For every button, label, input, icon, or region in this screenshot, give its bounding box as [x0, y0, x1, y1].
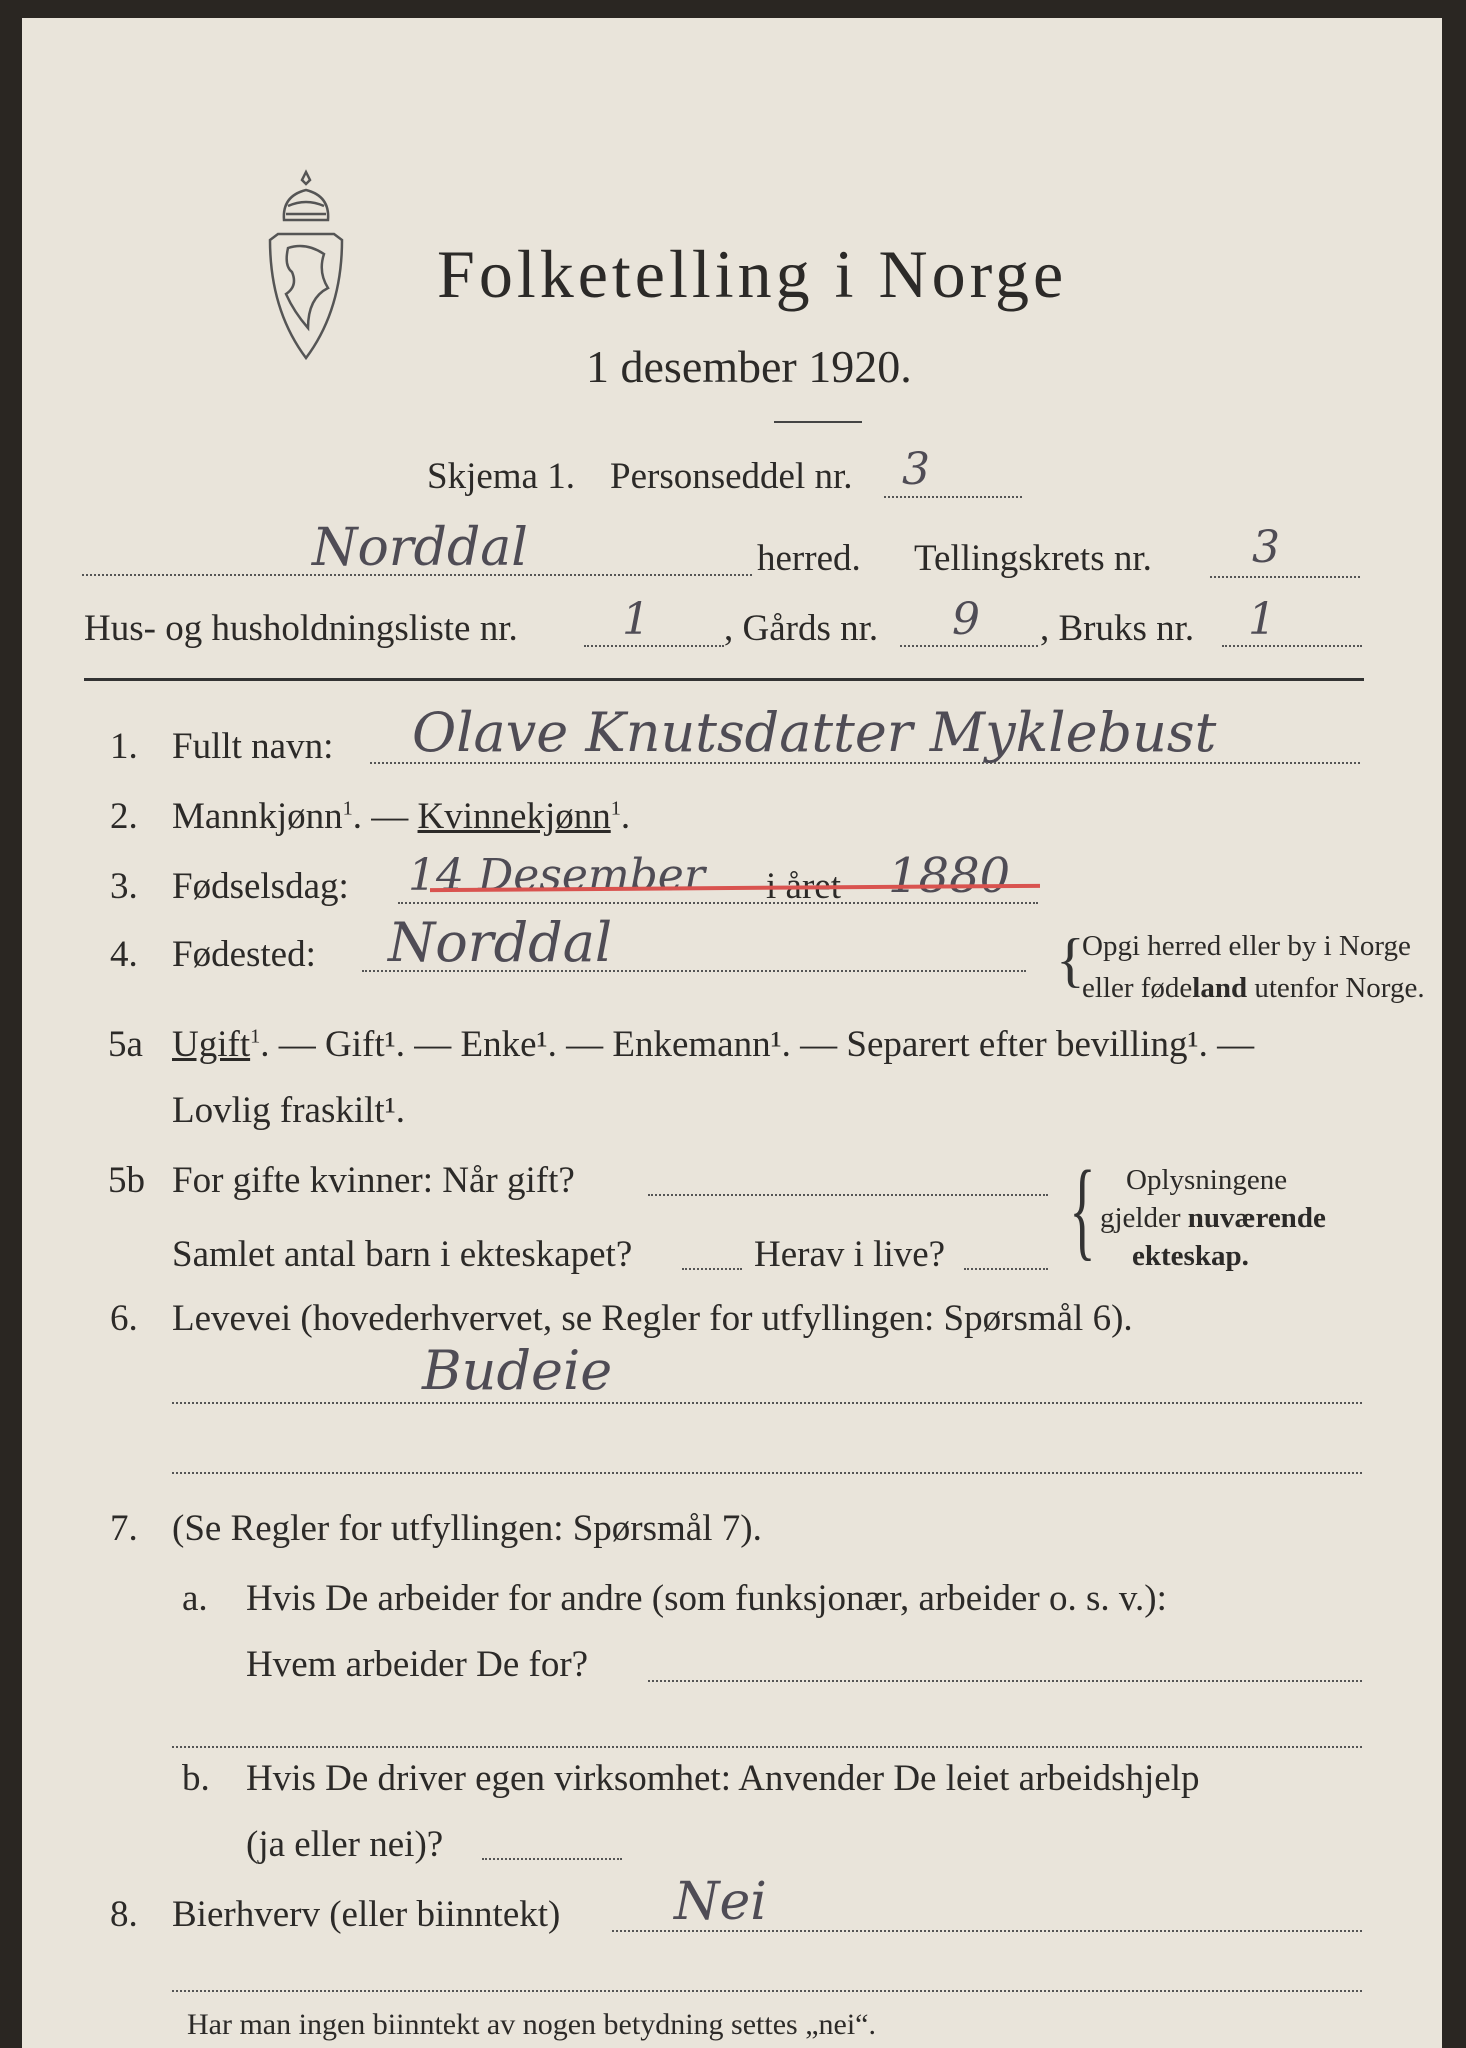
q5b-line2a: Samlet antal barn i ekteskapet? — [172, 1234, 633, 1275]
footer-note: Har man ingen biinntekt av nogen betydning settes „nei“. — [187, 2008, 876, 2041]
q5b-line1: For gifte kvinner: Når gift? — [172, 1160, 575, 1201]
q6-number: 6. — [110, 1298, 138, 1339]
q5b-number: 5b — [108, 1160, 145, 1201]
herred-value[interactable]: Norddal — [312, 518, 528, 578]
q8-side-income[interactable]: Nei — [674, 1872, 767, 1932]
skjema-label: Skjema 1. — [427, 456, 575, 497]
tellingskrets-value[interactable]: 3 — [1252, 522, 1280, 573]
q2-female-option[interactable]: Kvinnekjønn — [417, 796, 611, 837]
q5b-note3: ekteskap. — [1132, 1240, 1249, 1272]
q1-label: Fullt navn: — [172, 726, 334, 767]
q7a-letter: a. — [182, 1578, 208, 1619]
q7a-line2: Hvem arbeider De for? — [246, 1644, 589, 1685]
header-rule — [84, 678, 1364, 681]
q3-birth-year[interactable]: 1880 — [888, 848, 1011, 904]
q6-label: Levevei (hovederhvervet, se Regler for utfyllingen: Spørsmål 6). — [172, 1298, 1133, 1339]
q4-note-line1: Opgi herred eller by i Norge — [1082, 930, 1411, 962]
q4-birthplace[interactable]: Norddal — [388, 911, 613, 974]
q7a-dots2 — [172, 1746, 1362, 1748]
q5b-children-dots — [682, 1268, 742, 1270]
census-date: 1 desember 1920. — [586, 341, 912, 392]
bruks-value[interactable]: 1 — [1248, 594, 1276, 645]
form-title: Folketelling i Norge — [437, 236, 1068, 312]
q5a-line2[interactable]: Lovlig fraskilt¹. — [172, 1090, 406, 1131]
q7a-dots — [648, 1680, 1362, 1682]
personseddel-value[interactable]: 3 — [902, 444, 930, 495]
q7b-dots — [482, 1858, 622, 1860]
census-form-sheet — [22, 18, 1442, 2048]
q3-year-label: i året — [766, 866, 841, 907]
title-divider — [774, 421, 862, 423]
hus-label: Hus- og husholdningsliste nr. — [84, 608, 518, 649]
q5a-number: 5a — [108, 1024, 143, 1065]
q5b-note2: gjelder nuværende — [1100, 1202, 1326, 1234]
q5b-alive-dots — [964, 1268, 1048, 1270]
q7-label: (Se Regler for utfyllingen: Spørsmål 7). — [172, 1508, 762, 1549]
q7b-line2: (ja eller nei)? — [246, 1824, 444, 1865]
q6-line2 — [172, 1472, 1362, 1474]
q7-number: 7. — [110, 1508, 138, 1549]
gards-value[interactable]: 9 — [952, 594, 980, 645]
hus-line — [584, 645, 724, 647]
herred-label: herred. — [757, 538, 861, 579]
q8-label: Bierhverv (eller biinntekt) — [172, 1894, 561, 1935]
q2-male-option[interactable]: Mannkjønn — [172, 796, 343, 837]
gards-label: , Gårds nr. — [724, 608, 879, 649]
bruks-label: , Bruks nr. — [1040, 608, 1195, 649]
q6-occupation[interactable]: Budeie — [422, 1339, 613, 1402]
q3-label: Fødselsdag: — [172, 866, 349, 907]
hus-value[interactable]: 1 — [622, 594, 650, 645]
q1-full-name[interactable]: Olave Knutsdatter Myklebust — [412, 701, 1217, 764]
q4-label: Fødested: — [172, 934, 316, 975]
q6-line1 — [172, 1402, 1362, 1404]
q1-number: 1. — [110, 726, 138, 767]
q3-number: 3. — [110, 866, 138, 907]
tellingskrets-label: Tellingskrets nr. — [914, 538, 1152, 579]
q5b-line2b: Herav i live? — [754, 1234, 946, 1275]
gards-line — [900, 645, 1038, 647]
personseddel-label: Personseddel nr. — [610, 456, 853, 497]
tellingskrets-line — [1210, 576, 1360, 578]
norwegian-coat-of-arms-icon — [256, 168, 356, 390]
q8-line2 — [172, 1990, 1362, 1992]
q7a-line1: Hvis De arbeider for andre (som funksjonær, arbeider o. s. v.): — [246, 1578, 1167, 1619]
q5b-note1: Oplysningene — [1126, 1164, 1288, 1196]
q4-note-line2: eller fødeland utenfor Norge. — [1082, 972, 1425, 1004]
q5a-ugift-option[interactable]: Ugift — [172, 1024, 251, 1065]
q7b-letter: b. — [182, 1758, 210, 1799]
q4-brace: { — [1056, 927, 1085, 993]
q5b-brace: { — [1069, 1148, 1096, 1270]
q3-birth-day[interactable]: 14 Desember — [408, 850, 705, 901]
q4-number: 4. — [110, 934, 138, 975]
q2-number: 2. — [110, 796, 138, 837]
q5a-options: Ugift$^1$. — Gift¹. — Enke¹. — Enkemann¹. — Separert efter bevilling¹. — — [172, 1024, 1255, 1065]
q5b-line1-dots — [648, 1194, 1048, 1196]
q7b-line1: Hvis De driver egen virksomhet: Anvender De leiet arbeidshjelp — [246, 1758, 1200, 1799]
bruks-line — [1222, 645, 1362, 647]
q8-number: 8. — [110, 1894, 138, 1935]
personseddel-line — [884, 496, 1022, 498]
q2-sex-options: Mannkjønn$^1$. — Kvinnekjønn$^1$. — [172, 796, 631, 837]
